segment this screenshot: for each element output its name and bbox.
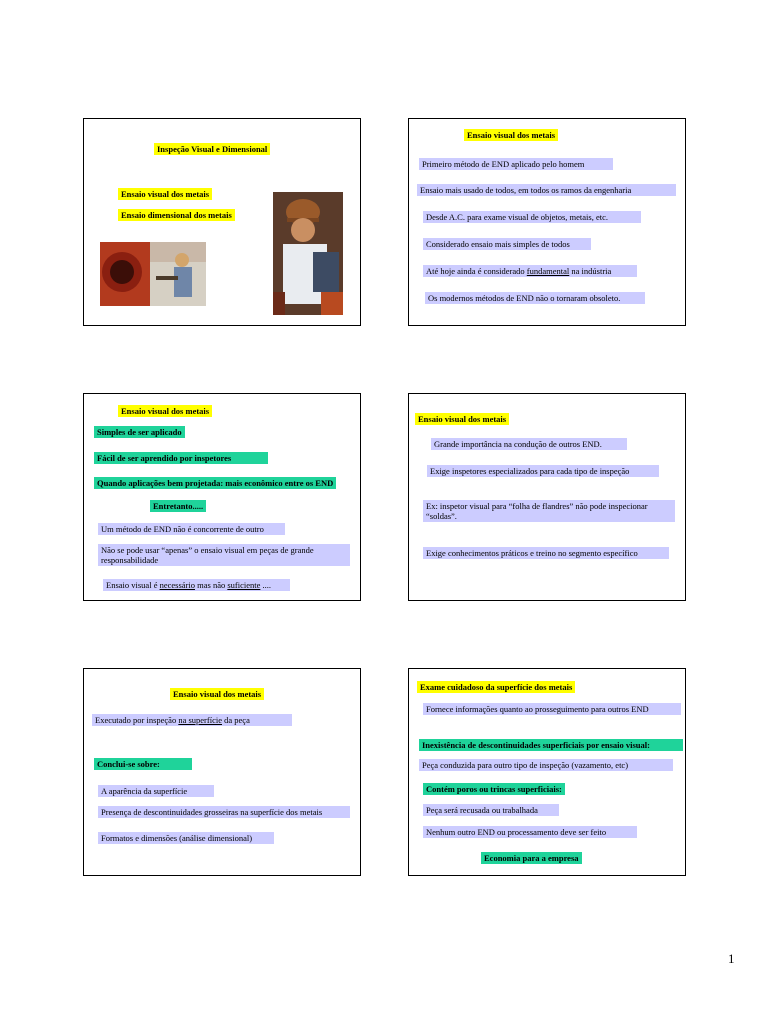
slide-6-bullet-3: Peça será recusada ou trabalhada [423,804,559,816]
slide-2-title: Ensaio visual dos metais [464,129,558,141]
slide-2-bullet-4: Considerado ensaio mais simples de todos [423,238,591,250]
slide-4-title: Ensaio visual dos metais [415,413,509,425]
slide-2 [408,118,686,326]
slide-5-bullet-4: Formatos e dimensões (análise dimensional) [98,832,274,844]
slide-4-bullet-3: Ex: inspetor visual para “folha de flandres” não pode inspecionar “soldas”. [423,500,675,522]
slide-5-bullet-3: Presença de descontinuidades grosseiras na superfície dos metais [98,806,350,818]
slide-6-green-3: Economia para a empresa [481,852,582,864]
slide-6-title: Exame cuidadoso da superfície dos metais [417,681,575,693]
slide-6-bullet-4: Nenhum outro END ou processamento deve ser feito [423,826,637,838]
slide-6-green-2: Contém poros ou trincas superficiais: [423,783,565,795]
slide-2-bullet-6: Os modernos métodos de END não o tornaram obsoleto. [425,292,645,304]
inspection-photo-worker [273,192,343,315]
slide-3-title: Ensaio visual dos metais [118,405,212,417]
slide-2-bullet-5: Até hoje ainda é considerado fundamental na indústria [423,265,637,277]
slide-1 [83,118,361,326]
slide-4-bullet-2: Exige inspetores especializados para cada tipo de inspeção [427,465,659,477]
slide-6 [408,668,686,876]
slide-3-green-2: Fácil de ser aprendido por inspetores [94,452,268,464]
slide-5-bullet-1: Executado por inspeção na superfície da peça [92,714,292,726]
slide-5-green-1: Conclui-se sobre: [94,758,192,770]
slide-5-bullet-2: A aparência da superfície [98,785,214,797]
slide-3-green-1: Simples de ser aplicado [94,426,185,438]
slide-3-green-3: Quando aplicações bem projetada: mais econômico entre os END [94,477,336,489]
slide-1-item-visual: Ensaio visual dos metais [118,188,212,200]
slide-6-bullet-1: Fornece informações quanto ao prosseguimento para outros END [423,703,681,715]
slide-6-green-1: Inexistência de descontinuidades superficiais por ensaio visual: [419,739,683,751]
slide-5-title: Ensaio visual dos metais [170,688,264,700]
slide-2-bullet-2: Ensaio mais usado de todos, em todos os ramos da engenharia [417,184,676,196]
slide-2-bullet-1: Primeiro método de END aplicado pelo homem [419,158,613,170]
slide-4-bullet-4: Exige conhecimentos práticos e treino no segmento específico [423,547,669,559]
page-number: 1 [728,951,735,966]
slide-3-bullet-2: Não se pode usar “apenas” o ensaio visual em peças de grande responsabilidade [98,544,350,566]
slide-3-green-4: Entretanto..... [150,500,206,512]
slide-4 [408,393,686,601]
slide-6-bullet-2: Peça conduzida para outro tipo de inspeção (vazamento, etc) [419,759,673,771]
slide-3 [83,393,361,601]
slide-1-title: Inspeção Visual e Dimensional [154,143,270,155]
inspection-photo-pipe [100,242,206,306]
slide-3-bullet-1: Um método de END não é concorrente de outro [98,523,285,535]
slide-2-bullet-3: Desde A.C. para exame visual de objetos, metais, etc. [423,211,641,223]
slide-5 [83,668,361,876]
slide-4-bullet-1: Grande importância na condução de outros END. [431,438,627,450]
slide-1-item-dimensional: Ensaio dimensional dos metais [118,209,235,221]
slide-3-bullet-3: Ensaio visual é necessário mas não suficiente .... [103,579,290,591]
